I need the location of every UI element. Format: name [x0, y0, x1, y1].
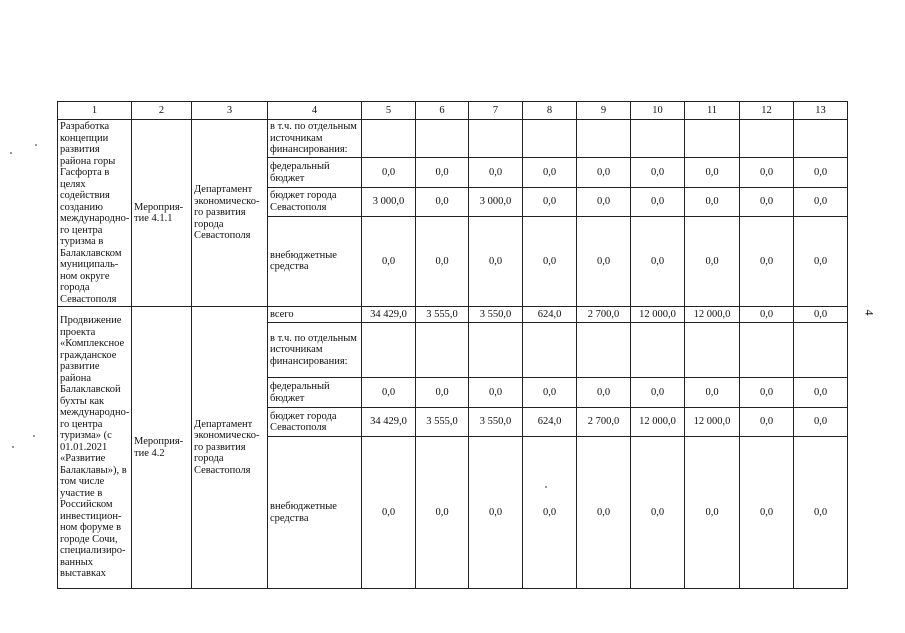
value-cell: 0,0 — [685, 158, 740, 188]
header-cell: 1 — [58, 102, 132, 120]
value-cell: 0,0 — [740, 437, 794, 589]
value-cell: 2 700,0 — [577, 307, 631, 323]
value-cell — [794, 120, 848, 158]
header-cell: 3 — [192, 102, 268, 120]
value-cell: 0,0 — [740, 188, 794, 216]
header-row — [58, 102, 848, 120]
value-cell: 0,0 — [794, 307, 848, 323]
activity-name-cell: Разработка концепции развития района горы Гасфорта в целях содействия созданию международно-го центра туризма в Балаклавском муниципаль-ном округе города Севастополя — [58, 120, 132, 307]
value-cell: 0,0 — [631, 188, 685, 216]
value-cell — [523, 323, 577, 378]
value-cell: 0,0 — [740, 378, 794, 408]
header-cell: 2 — [132, 102, 192, 120]
header-cell: 13 — [794, 102, 848, 120]
value-cell — [523, 120, 577, 158]
funding-source-cell: в т.ч. по отдельным источникам финансирования: — [268, 120, 362, 158]
value-cell — [362, 120, 416, 158]
value-cell: 0,0 — [523, 158, 577, 188]
page-number: 4 — [862, 309, 877, 316]
value-cell: 0,0 — [685, 378, 740, 408]
value-cell: 0,0 — [794, 158, 848, 188]
executor-cell: Департамент экономическо-го развития города Севастополя — [192, 307, 268, 589]
value-cell — [740, 120, 794, 158]
executor-cell: Департамент экономическо-го развития города Севастополя — [192, 120, 268, 307]
value-cell: 0,0 — [685, 216, 740, 307]
header-cell: 4 — [268, 102, 362, 120]
value-cell: 12 000,0 — [685, 408, 740, 437]
funding-source-cell: внебюджетные средства — [268, 437, 362, 589]
budget-table — [57, 101, 848, 589]
value-cell: 0,0 — [794, 378, 848, 408]
value-cell: 624,0 — [523, 408, 577, 437]
value-cell: 0,0 — [416, 378, 469, 408]
value-cell: 0,0 — [740, 307, 794, 323]
funding-source-cell: внебюджетные средства — [268, 216, 362, 307]
value-cell: 0,0 — [740, 216, 794, 307]
value-cell: 0,0 — [523, 437, 577, 589]
header-cell: 11 — [685, 102, 740, 120]
scan-speck — [10, 152, 12, 154]
value-cell: 0,0 — [685, 188, 740, 216]
activity-code-cell: Мероприя-тие 4.2 — [132, 307, 192, 589]
value-cell: 0,0 — [523, 216, 577, 307]
value-cell: 12 000,0 — [631, 307, 685, 323]
header-cell: 10 — [631, 102, 685, 120]
funding-source-cell: бюджет города Севастополя — [268, 188, 362, 216]
value-cell — [416, 323, 469, 378]
value-cell: 2 700,0 — [577, 408, 631, 437]
value-cell: 0,0 — [631, 216, 685, 307]
value-cell: 0,0 — [362, 216, 416, 307]
scan-speck — [545, 486, 547, 488]
value-cell: 34 429,0 — [362, 307, 416, 323]
scan-speck — [35, 144, 37, 146]
scan-speck — [12, 446, 14, 448]
value-cell: 0,0 — [794, 216, 848, 307]
value-cell — [577, 120, 631, 158]
value-cell: 0,0 — [469, 378, 523, 408]
value-cell: 0,0 — [794, 437, 848, 589]
value-cell: 0,0 — [685, 437, 740, 589]
value-cell: 0,0 — [740, 408, 794, 437]
value-cell — [685, 120, 740, 158]
value-cell — [469, 323, 523, 378]
value-cell: 3 000,0 — [362, 188, 416, 216]
header-cell: 8 — [523, 102, 577, 120]
value-cell: 0,0 — [469, 158, 523, 188]
value-cell — [577, 323, 631, 378]
table-body — [58, 102, 848, 589]
value-cell: 0,0 — [631, 378, 685, 408]
value-cell: 0,0 — [469, 216, 523, 307]
value-cell: 0,0 — [362, 158, 416, 188]
value-cell: 0,0 — [416, 188, 469, 216]
value-cell: 0,0 — [416, 437, 469, 589]
value-cell: 0,0 — [577, 216, 631, 307]
value-cell: 0,0 — [523, 378, 577, 408]
value-cell: 0,0 — [794, 188, 848, 216]
value-cell: 0,0 — [577, 437, 631, 589]
value-cell: 0,0 — [794, 408, 848, 437]
value-cell: 0,0 — [577, 188, 631, 216]
value-cell — [631, 323, 685, 378]
value-cell: 0,0 — [523, 188, 577, 216]
value-cell — [469, 120, 523, 158]
value-cell: 0,0 — [631, 437, 685, 589]
value-cell: 0,0 — [740, 158, 794, 188]
value-cell: 0,0 — [362, 378, 416, 408]
value-cell — [416, 120, 469, 158]
value-cell: 12 000,0 — [685, 307, 740, 323]
value-cell — [631, 120, 685, 158]
value-cell — [685, 323, 740, 378]
table-row — [58, 307, 848, 323]
value-cell: 0,0 — [469, 437, 523, 589]
value-cell: 3 555,0 — [416, 307, 469, 323]
funding-source-cell: федеральный бюджет — [268, 378, 362, 408]
scan-speck — [33, 435, 35, 437]
funding-source-cell: в т.ч. по отдельным источникам финансирования: — [268, 323, 362, 378]
value-cell — [362, 323, 416, 378]
activity-code-cell: Мероприя-тие 4.1.1 — [132, 120, 192, 307]
value-cell: 12 000,0 — [631, 408, 685, 437]
header-cell: 6 — [416, 102, 469, 120]
value-cell: 0,0 — [577, 378, 631, 408]
value-cell — [740, 323, 794, 378]
value-cell: 0,0 — [416, 216, 469, 307]
value-cell — [794, 323, 848, 378]
funding-source-cell: всего — [268, 307, 362, 323]
value-cell: 34 429,0 — [362, 408, 416, 437]
value-cell: 3 555,0 — [416, 408, 469, 437]
value-cell: 0,0 — [362, 437, 416, 589]
value-cell: 624,0 — [523, 307, 577, 323]
header-cell: 7 — [469, 102, 523, 120]
value-cell: 3 550,0 — [469, 307, 523, 323]
value-cell: 0,0 — [631, 158, 685, 188]
header-cell: 5 — [362, 102, 416, 120]
header-cell: 9 — [577, 102, 631, 120]
activity-name-cell: Продвижение проекта «Комплексное гражданское развитие района Балаклавской бухты как международно-го центра туризма» (с 01.01.2021 «Развитие Балаклавы»), в том числе участие в Российском инвестицион-ном форуме в городе Сочи, специализиро-ванных выставках — [58, 307, 132, 589]
value-cell: 0,0 — [416, 158, 469, 188]
funding-source-cell: федеральный бюджет — [268, 158, 362, 188]
value-cell: 3 000,0 — [469, 188, 523, 216]
header-cell: 12 — [740, 102, 794, 120]
table-row — [58, 120, 848, 158]
funding-source-cell: бюджет города Севастополя — [268, 408, 362, 437]
value-cell: 3 550,0 — [469, 408, 523, 437]
value-cell: 0,0 — [577, 158, 631, 188]
